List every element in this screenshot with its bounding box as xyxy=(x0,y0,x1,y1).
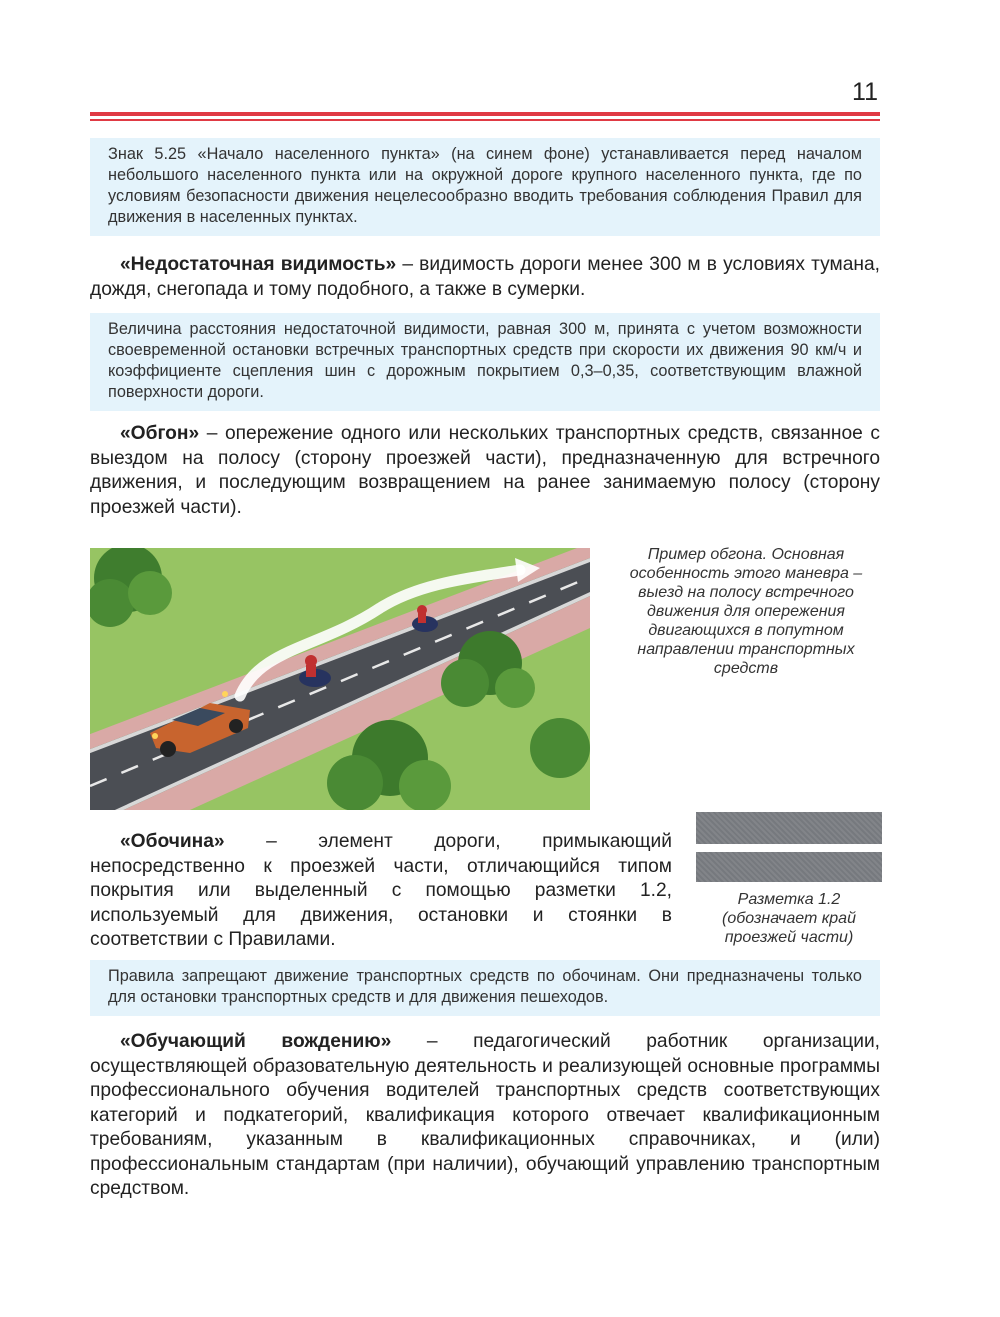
overtaking-illustration xyxy=(90,548,590,810)
overtaking-caption: Пример обгона. Основная особенность этого маневра – выезд на полосу встречного движения для опережения двигающихся в попутном направлении транспортных средств xyxy=(629,546,863,677)
text-poor-visibility: – видимость дороги менее 300 м в условиях тумана, дождя, снегопада и тому подобного, а также в сумерки. xyxy=(90,254,880,300)
text-driving-instructor: – педагогический работник организации, осуществляющей образовательную деятельность и реализующей основные программы профессионального обучения водителей транспортных средств соответствующих категорий и подкатегорий, квалификация которого отвечает квалификационным требованиям, указанным в квалификационных справочниках, и (или) профессиональным стандартам (при наличии), обучающий управлению транспортным средством. xyxy=(90,1031,880,1199)
definition-poor-visibility xyxy=(90,253,880,302)
marking-caption-description: (обозначает край проезжей части) xyxy=(722,910,856,946)
text-overtaking: – опережение одного или нескольких транспортных средств, связанное с выездом на полосу (сторону проезжей части), предназначенную для встречного движения, и последующим возвращением на ранее занимаемую полосу (сторону проезжей части). xyxy=(90,423,880,518)
note-visibility-distance: Величина расстояния недостаточной видимости, равная 300 м, принята с учетом возможности своевременной остановки встречных транспортных средств при скорости их движения 90 км/ч и коэффициенте сцепления шин с дорожным покрытием 0,3–0,35, соответствующим влажной поверхности дороги. xyxy=(90,313,880,411)
definition-overtaking xyxy=(90,422,880,520)
term-poor-visibility: «Недостаточная видимость» xyxy=(120,254,397,275)
text-shoulder: – элемент дороги, примыкающий непосредственно к проезжей части, отличающийся типом покрытия или выделенный с помощью разметки 1.2, используемый для движения, остановки и стоянки в соответствии с Правилами. xyxy=(90,831,672,950)
term-driving-instructor: «Обучающий вождению» xyxy=(120,1031,392,1052)
header-rule-thin xyxy=(90,119,880,121)
marking-caption xyxy=(696,890,882,947)
page-number: 11 xyxy=(852,78,878,106)
note-sign-5-25: Знак 5.25 «Начало населенного пункта» (на синем фоне) устанавливается перед началом небольшого населенного пункта или на окружной дороге крупного населенного пункта, где по условиям безопасности движения нецелесообразно вводить требования соблюдения Правил для движения в населенных пунктах. xyxy=(90,138,880,236)
marking-caption-title: Разметка 1.2 xyxy=(737,891,841,908)
note-shoulder-rule: Правила запрещают движение транспортных средств по обочинам. Они предназначены только для остановки транспортных средств и для движения пешеходов. xyxy=(90,960,880,1016)
definition-driving-instructor xyxy=(90,1030,880,1202)
marking-strip-top xyxy=(696,812,882,844)
definition-shoulder xyxy=(90,830,672,953)
term-shoulder: «Обочина» xyxy=(120,831,225,852)
marking-strip-bottom xyxy=(696,852,882,882)
overtaking-scene xyxy=(90,548,590,810)
header-rule-thick xyxy=(90,112,880,116)
term-overtaking: «Обгон» xyxy=(120,423,200,444)
